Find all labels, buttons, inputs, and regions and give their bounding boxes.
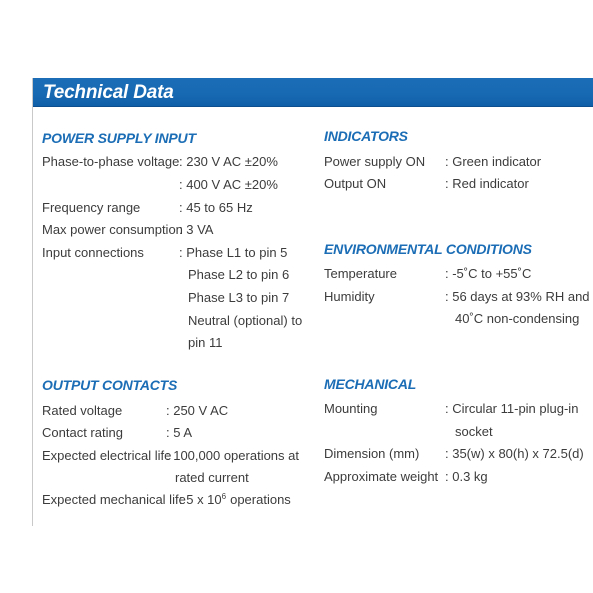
mounting-value-1: : Circular 11-pin plug-in bbox=[445, 401, 579, 416]
input-connections-label: Input connections bbox=[42, 245, 144, 260]
electrical-life-value-2: rated current bbox=[175, 470, 249, 485]
humidity-value-1: : 56 days at 93% RH and bbox=[445, 289, 590, 304]
output-on-value: : Red indicator bbox=[445, 176, 529, 191]
page-title: Technical Data bbox=[43, 82, 174, 103]
left-rule bbox=[32, 78, 33, 526]
max-power-value: : 3 VA bbox=[179, 222, 214, 237]
phase-voltage-label: Phase-to-phase voltage bbox=[42, 154, 180, 169]
input-connections-value-4: Neutral (optional) to bbox=[188, 313, 303, 328]
humidity-label: Humidity bbox=[324, 289, 375, 304]
electrical-life-value-1: : 100,000 operations at bbox=[166, 448, 299, 463]
mounting-value-2: socket bbox=[455, 424, 493, 439]
output-contacts-heading: OUTPUT CONTACTS bbox=[42, 377, 178, 393]
max-power-label: Max power consumption bbox=[42, 222, 183, 237]
mechanical-life-prefix: : 5 x 10 bbox=[179, 492, 222, 507]
weight-value: : 0.3 kg bbox=[445, 469, 488, 484]
input-connections-value-1: : Phase L1 to pin 5 bbox=[179, 245, 288, 260]
input-connections-value-3: Phase L3 to pin 7 bbox=[188, 290, 290, 305]
rated-voltage-value: : 250 V AC bbox=[166, 403, 229, 418]
mechanical-life-suffix: operations bbox=[230, 492, 291, 507]
mechanical-life-value bbox=[179, 492, 291, 507]
temperature-label: Temperature bbox=[324, 266, 397, 281]
power-supply-input-heading: POWER SUPPLY INPUT bbox=[42, 130, 196, 146]
title-bar bbox=[33, 78, 593, 106]
contact-rating-value: : 5 A bbox=[166, 425, 193, 440]
weight-label: Approximate weight bbox=[324, 469, 439, 484]
power-supply-on-label: Power supply ON bbox=[324, 154, 426, 169]
contact-rating-label: Contact rating bbox=[42, 425, 123, 440]
output-on-label: Output ON bbox=[324, 176, 387, 191]
mounting-label: Mounting bbox=[324, 401, 378, 416]
frequency-value: : 45 to 65 Hz bbox=[179, 200, 253, 215]
input-connections-value-5: pin 11 bbox=[188, 335, 223, 350]
rated-voltage-label: Rated voltage bbox=[42, 403, 123, 418]
environmental-heading: ENVIRONMENTAL CONDITIONS bbox=[324, 241, 532, 257]
dimension-value: : 35(w) x 80(h) x 72.5(d) bbox=[445, 446, 584, 461]
dimension-label: Dimension (mm) bbox=[324, 446, 420, 461]
electrical-life-label: Expected electrical life bbox=[42, 448, 172, 463]
mechanical-life-exponent: 6 bbox=[221, 492, 227, 501]
input-connections-value-2: Phase L2 to pin 6 bbox=[188, 267, 290, 282]
indicators-heading: INDICATORS bbox=[324, 128, 408, 144]
power-supply-on-value: : Green indicator bbox=[445, 154, 542, 169]
mechanical-life-label: Expected mechanical life bbox=[42, 492, 186, 507]
frequency-label: Frequency range bbox=[42, 200, 141, 215]
mechanical-heading: MECHANICAL bbox=[324, 376, 417, 392]
phase-voltage-value-1: : 230 V AC ±20% bbox=[179, 154, 278, 169]
phase-voltage-value-2: : 400 V AC ±20% bbox=[179, 177, 278, 192]
humidity-value-2: 40˚C non-condensing bbox=[455, 311, 580, 326]
temperature-value: : -5˚C to +55˚C bbox=[445, 266, 532, 281]
